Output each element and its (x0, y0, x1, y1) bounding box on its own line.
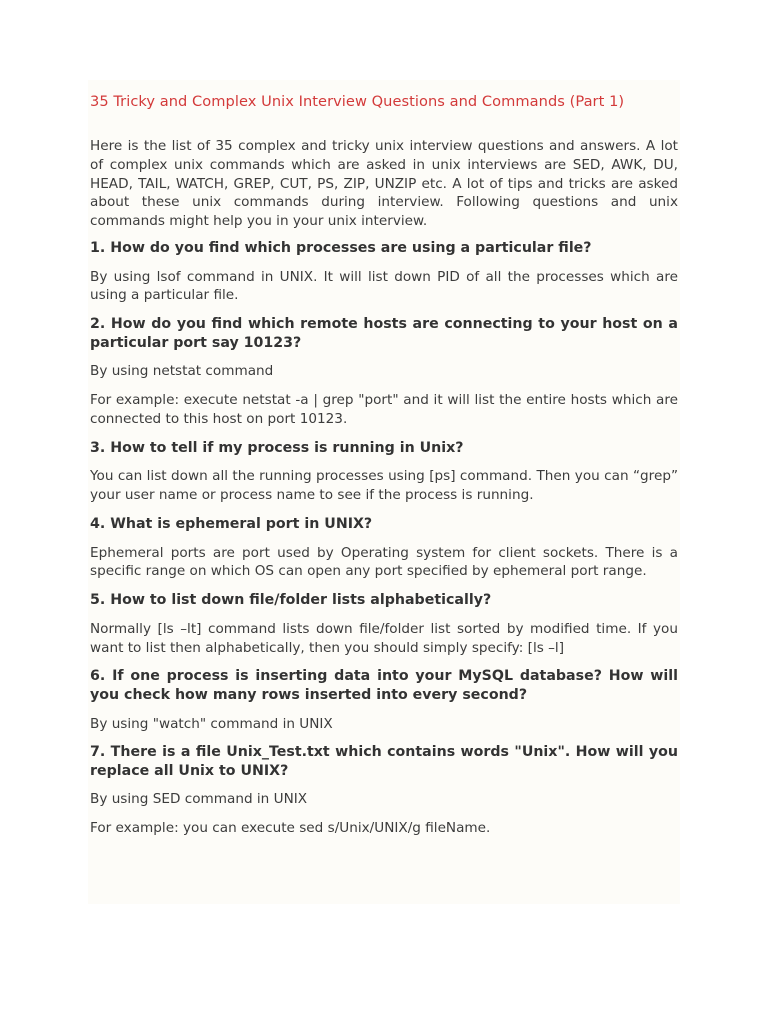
qa-item-2 (90, 315, 678, 429)
question-2: 2. How do you find which remote hosts are connecting to your host on a particular port say 10123? (90, 316, 678, 351)
question-1: 1. How do you find which processes are using a particular file? (90, 239, 592, 256)
qa-item-1 (90, 239, 678, 305)
answer-2b: For example: execute netstat -a | grep "port" and it will list the entire hosts which are connected to this host on port 10123. (90, 392, 678, 427)
question-6: 6. If one process is inserting data into your MySQL database? How will you check how many rows inserted into every second? (90, 668, 678, 703)
qa-item-6 (90, 667, 678, 733)
question-3: 3. How to tell if my process is running in Unix? (90, 439, 464, 456)
document-body (88, 80, 680, 904)
question-5: 5. How to list down file/folder lists alphabetically? (90, 592, 492, 609)
answer-5: Normally [ls –lt] command lists down file/folder list sorted by modified time. If you want to list then alphabetically, then you should simply specify: [ls –l] (90, 620, 678, 656)
question-7: 7. There is a file Unix_Test.txt which contains words "Unix". How will you replace all Unix to UNIX? (90, 744, 678, 779)
answer-6: By using "watch" command in UNIX (90, 715, 333, 732)
qa-item-3 (90, 439, 678, 505)
answer-7a: By using SED command in UNIX (90, 791, 308, 808)
intro-paragraph: Here is the list of 35 complex and tricky unix interview questions and answers. A lot of complex unix commands which are asked in unix interviews are SED, AWK, DU, HEAD, TAIL, WATCH, GREP, CUT, PS, ZIP, UNZIP etc. A lot of tips and tricks are asked about these unix commands during interview. Following questions and unix commands might help you in your unix interview. (90, 138, 678, 230)
answer-7b: For example: you can execute sed s/Unix/UNIX/g fileName. (90, 820, 491, 837)
answer-4: Ephemeral ports are port used by Operating system for client sockets. There is a specific range on which OS can open any port specified by ephemeral port range. (90, 544, 678, 580)
document-title: 35 Tricky and Complex Unix Interview Questions and Commands (Part 1) (90, 93, 625, 110)
answer-3: You can list down all the running processes using [ps] command. Then you can “grep” your user name or process name to see if the process is running. (90, 468, 678, 504)
qa-item-7 (90, 743, 678, 838)
question-4: 4. What is ephemeral port in UNIX? (90, 515, 373, 532)
answer-2a: By using netstat command (90, 363, 274, 380)
qa-item-4 (90, 515, 678, 581)
answer-1: By using lsof command in UNIX. It will list down PID of all the processes which are using a particular file. (90, 268, 678, 304)
qa-item-5 (90, 591, 678, 657)
